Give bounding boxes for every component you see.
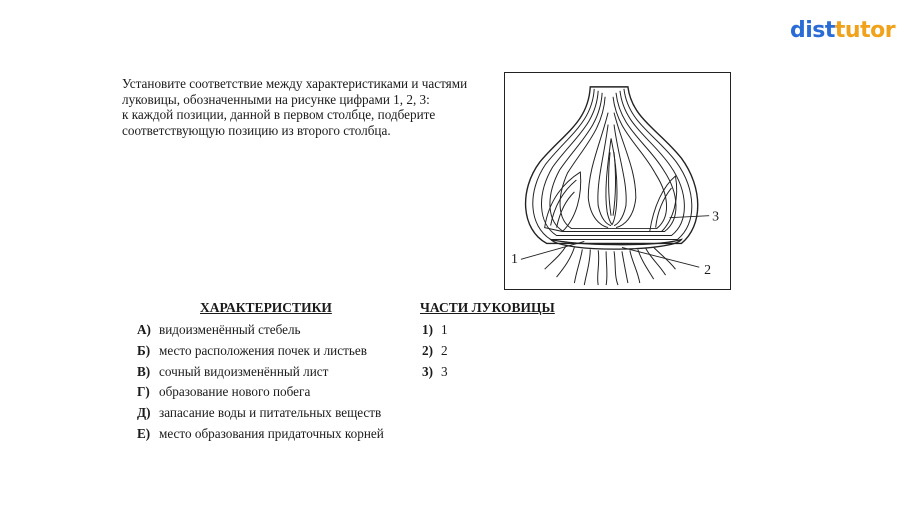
item-key: 1)	[422, 322, 433, 337]
item-text: место образования придаточных корней	[159, 425, 384, 441]
bulb-illustration	[505, 73, 730, 289]
logo-part-dist: dist	[790, 18, 835, 43]
instruction-line: Установите соответствие между характеристиками и частями	[122, 76, 468, 91]
task-instructions	[122, 76, 497, 138]
instruction-line: к каждой позиции, данной в первом столбце, подберите	[122, 107, 436, 122]
logo-part-tutor: tutor	[834, 18, 896, 43]
item-key: А)	[137, 322, 151, 337]
list-item	[422, 343, 448, 364]
list-item	[422, 322, 448, 343]
instruction-line: соответствующую позицию из второго столбца.	[122, 122, 391, 138]
characteristics-header: ХАРАКТЕРИСТИКИ	[200, 300, 332, 315]
item-text: 1	[441, 322, 448, 337]
bulb-figure	[504, 72, 731, 290]
list-item	[422, 364, 448, 385]
item-text: 3	[441, 363, 448, 379]
item-key: Е)	[137, 425, 151, 441]
item-text: 2	[441, 342, 448, 358]
item-key: Д)	[137, 405, 151, 421]
list-item	[137, 405, 384, 426]
item-text: образование нового побега	[159, 384, 311, 400]
disttutor-logo	[790, 18, 895, 43]
item-key: 2)	[422, 342, 433, 358]
item-key: 3)	[422, 363, 433, 379]
item-text: место расположения почек и листьев	[159, 342, 367, 358]
bulb-parts-list	[422, 322, 448, 384]
list-item	[137, 322, 384, 343]
list-item	[137, 426, 384, 447]
item-text: запасание воды и питательных веществ	[159, 405, 382, 421]
instruction-line: луковицы, обозначенными на рисунке цифрами 1, 2, 3:	[122, 91, 430, 107]
item-key: В)	[137, 363, 151, 379]
item-key: Б)	[137, 342, 151, 358]
item-text: сочный видоизменённый лист	[159, 363, 329, 379]
list-item	[137, 384, 384, 405]
item-key: Г)	[137, 384, 150, 400]
figure-label-2: 2	[704, 263, 712, 279]
list-item	[137, 364, 384, 385]
item-text: видоизменённый стебель	[159, 322, 301, 337]
list-item	[137, 343, 384, 364]
figure-label-1: 1	[510, 252, 518, 268]
bulb-parts-header: ЧАСТИ ЛУКОВИЦЫ	[420, 300, 555, 315]
characteristics-list	[137, 322, 384, 447]
figure-label-3: 3	[712, 209, 720, 225]
